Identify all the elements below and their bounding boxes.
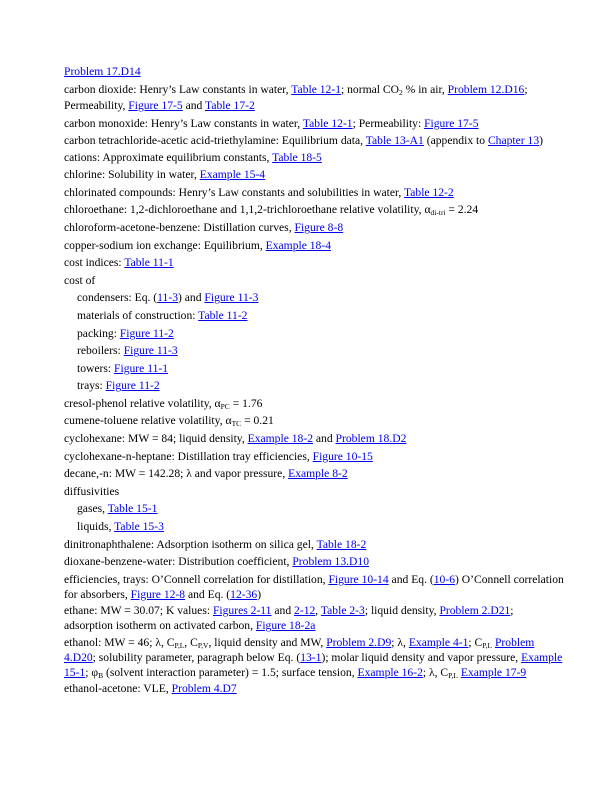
entry-text: and Eq. ( — [185, 588, 231, 602]
cross-reference-link[interactable]: Table 18-5 — [272, 150, 322, 164]
index-subentry — [64, 501, 564, 519]
index-subentry — [64, 378, 564, 396]
cross-reference-link[interactable]: Problem 12.D16 — [447, 82, 525, 96]
entry-text: = 1.76 — [229, 396, 263, 410]
cross-reference-link[interactable]: 12-36 — [230, 588, 258, 602]
entry-text: chlorine: Solubility in water, — [64, 168, 200, 182]
index-entry — [64, 431, 564, 449]
index-entry — [64, 449, 564, 467]
cross-reference-link[interactable]: Figure 11-2 — [105, 379, 160, 393]
index-entry — [64, 484, 564, 502]
entry-text: copper-sodium ion exchange: Equilibrium, — [64, 238, 266, 252]
cross-reference-link[interactable]: Figure 11-3 — [123, 344, 178, 358]
entry-text: ; Permeability, — [64, 82, 528, 113]
entry-text: efficiencies, trays: O’Connell correlation for distillation, — [64, 572, 329, 586]
cross-reference-link[interactable]: Example 15-4 — [199, 168, 266, 182]
index-entry — [64, 466, 564, 484]
entry-text: , — [315, 604, 321, 618]
entry-text: ethane: MW = 30.07; K values: — [64, 604, 213, 618]
entry-text: chloroethane: 1,2-dichloroethane and 1,1,2-trichloroethane relative volatility, α — [64, 203, 431, 217]
cross-reference-link[interactable]: Figures 2-11 — [212, 604, 272, 618]
entry-text: = 0.21 — [241, 414, 274, 428]
entry-text: ; solubility parameter, paragraph below Eq. ( — [92, 650, 301, 664]
cross-reference-link[interactable]: 13-1 — [300, 650, 322, 664]
entry-text: condensers: Eq. ( — [77, 291, 158, 305]
cross-reference-link[interactable]: Table 11-1 — [124, 256, 174, 270]
entry-text: gases, — [77, 502, 108, 516]
cross-reference-link[interactable]: 2-12 — [294, 604, 316, 618]
cross-reference-link[interactable]: Figure 11-2 — [119, 326, 174, 340]
entry-text: cresol-phenol relative volatility, α — [64, 396, 221, 410]
entry-text: trays: — [77, 379, 106, 393]
entry-text: dioxane-benzene-water: Distribution coefficient, — [64, 555, 293, 569]
cross-reference-link[interactable]: Table 15-3 — [114, 520, 164, 534]
index-entry — [64, 635, 564, 682]
cross-reference-link[interactable]: Example 18-2 — [247, 432, 313, 446]
cross-reference-link[interactable]: Figure 10-15 — [312, 449, 373, 463]
entry-text: and — [313, 432, 336, 446]
cross-reference-link[interactable]: Table 12-1 — [291, 82, 342, 96]
entry-text: % in air, — [402, 82, 448, 96]
entry-text: ; liquid density, — [364, 604, 440, 618]
entry-text: ethanol-acetone: VLE, — [64, 682, 172, 696]
subscript: P,L — [448, 671, 458, 681]
entry-text: = 2.24 — [445, 203, 479, 217]
entry-text: reboilers: — [77, 344, 124, 358]
entry-text: carbon monoxide: Henry’s Law constants in water, — [64, 116, 303, 130]
cross-reference-link[interactable]: Problem 4.D20 — [64, 635, 535, 664]
entry-text: and — [182, 99, 206, 113]
index-entry — [64, 255, 564, 273]
subscript: PC — [220, 401, 230, 411]
index-subentry — [64, 290, 564, 308]
cross-reference-link[interactable]: Figure 18-2a — [255, 619, 316, 633]
index-entry — [64, 572, 564, 603]
cross-reference-link[interactable]: Example 8-2 — [288, 467, 348, 481]
index-subentry — [64, 308, 564, 326]
entry-text: liquids, — [77, 520, 115, 534]
index-entry — [64, 220, 564, 238]
subscript: B — [98, 671, 104, 681]
index-subentry — [64, 519, 564, 537]
subscript: P,V — [197, 640, 209, 650]
entry-text: packing: — [77, 326, 120, 340]
entry-text: ; adsorption isotherm on activated carbon, — [64, 604, 514, 633]
cross-reference-link[interactable]: Figure 11-3 — [204, 291, 259, 305]
index-entry — [64, 396, 564, 414]
entry-text: ethanol: MW = 46; λ, C — [64, 635, 175, 649]
index-entry — [64, 82, 564, 116]
entry-text: dinitronaphthalene: Adsorption isotherm on silica gel, — [64, 537, 317, 551]
cross-reference-link[interactable]: Problem 17.D14 — [64, 65, 141, 78]
cross-reference-link[interactable]: Table 2-3 — [320, 604, 365, 618]
entry-text: cost of — [64, 273, 96, 287]
cross-reference-link[interactable]: Problem 18.D2 — [335, 432, 407, 446]
cross-reference-link[interactable]: Figure 12-8 — [130, 588, 186, 602]
cross-reference-link[interactable]: Problem 2.D9 — [326, 635, 392, 649]
entry-text: cost indices: — [64, 256, 125, 270]
entry-text: ); molar liquid density and vapor pressure, — [321, 650, 522, 664]
index-entry — [64, 681, 564, 699]
subscript: 2 — [398, 87, 403, 97]
entry-text: ; normal CO — [341, 82, 399, 96]
entry-text: cyclohexane: MW = 84; liquid density, — [64, 432, 248, 446]
cross-reference-link[interactable]: Example 17-9 — [460, 666, 527, 680]
index-entry — [64, 273, 564, 291]
index-entry — [64, 150, 564, 168]
entry-text: ; C — [468, 635, 483, 649]
index-entry — [64, 413, 564, 431]
cross-reference-link[interactable]: Table 12-2 — [403, 185, 454, 199]
entry-text: decane,-n: MW = 142.28; λ and vapor pressure, — [64, 467, 289, 481]
subscript: TC — [231, 419, 242, 429]
index-subentry — [64, 361, 564, 379]
entry-text: and Eq. ( — [388, 572, 434, 586]
subscript: di-tri — [430, 208, 446, 218]
cross-reference-link[interactable]: Figure 11-1 — [114, 361, 169, 375]
index-entry — [64, 116, 564, 134]
cross-reference-link[interactable]: Example 4-1 — [408, 635, 469, 649]
entry-text: diffusivities — [64, 484, 120, 498]
entry-text: chloroform-acetone-benzene: Distillation curves, — [64, 220, 295, 234]
cross-reference-link[interactable]: Figure 17-5 — [128, 99, 183, 113]
cross-reference-link[interactable]: Table 13-A1 — [365, 134, 424, 148]
index-entry — [64, 603, 564, 634]
entry-text: ; λ, C — [422, 666, 449, 680]
entry-text: (solvent interaction parameter) = 1.5; surface tension, — [103, 666, 358, 680]
index-page — [64, 64, 564, 699]
cross-reference-link[interactable]: 11-3 — [157, 291, 178, 305]
entry-text: ) — [539, 134, 544, 148]
entry-text: carbon dioxide: Henry’s Law constants in water, — [64, 82, 292, 96]
cross-reference-link[interactable]: Figure 17-5 — [424, 116, 479, 130]
cross-reference-link[interactable]: Figure 8-8 — [294, 220, 344, 234]
entry-text: (appendix to — [423, 134, 488, 148]
cross-reference-link[interactable]: Problem 4.D7 — [171, 682, 237, 696]
cross-reference-link[interactable]: Table 11-2 — [198, 308, 248, 322]
entry-text: , liquid density and MW, — [208, 635, 327, 649]
index-entry — [64, 238, 564, 256]
cross-reference-link[interactable]: Problem 2.D21 — [439, 604, 511, 618]
entry-text: ) and — [178, 291, 205, 305]
cross-reference-link[interactable]: Example 16-2 — [357, 666, 423, 680]
index-entry — [64, 133, 564, 149]
entry-text: cations: Approximate equilibrium constants, — [64, 150, 273, 164]
entry-text: and — [271, 604, 295, 618]
cross-reference-link[interactable]: Table 12-1 — [302, 116, 353, 130]
cross-reference-link[interactable]: Problem 13.D10 — [292, 555, 370, 569]
entry-text: ) O’Connell correlation for absorbers, — [64, 572, 564, 602]
cross-reference-link[interactable]: Table 17-2 — [205, 99, 255, 113]
entry-text: ) — [257, 588, 262, 602]
subscript: P,L — [482, 640, 493, 650]
index-entry — [64, 64, 564, 82]
subscript: P,L — [174, 640, 185, 650]
cross-reference-link[interactable]: Table 15-1 — [107, 502, 158, 516]
entry-text: ; Permeability: — [352, 116, 425, 130]
cross-reference-link[interactable]: Example 15-1 — [64, 650, 563, 680]
cross-reference-link[interactable]: 10-6 — [433, 572, 455, 586]
entry-text: carbon tetrachloride-acetic acid-triethylamine: Equilibrium data, — [64, 134, 366, 148]
entry-text: , C — [184, 635, 198, 649]
index-entry — [64, 202, 564, 220]
entry-text: ; φ — [85, 666, 99, 680]
entry-text: materials of construction: — [77, 308, 199, 322]
entry-text: cyclohexane-n-heptane: Distillation tray efficiencies, — [64, 449, 313, 463]
cross-reference-link[interactable]: Figure 10-14 — [328, 572, 389, 586]
entry-text: chlorinated compounds: Henry’s Law constants and solubilities in water, — [64, 185, 404, 199]
cross-reference-link[interactable]: Chapter 13 — [487, 134, 540, 148]
cross-reference-link[interactable]: Example 18-4 — [265, 238, 332, 252]
entry-text: ; λ, — [391, 635, 409, 649]
index-subentry — [64, 343, 564, 361]
index-entry — [64, 185, 564, 203]
index-entry — [64, 537, 564, 555]
cross-reference-link[interactable]: Table 18-2 — [316, 537, 367, 551]
index-entry — [64, 167, 564, 185]
index-subentry — [64, 326, 564, 344]
entry-text: towers: — [77, 361, 115, 375]
entry-text: cumene-toluene relative volatility, α — [64, 414, 232, 428]
index-entry — [64, 554, 564, 572]
